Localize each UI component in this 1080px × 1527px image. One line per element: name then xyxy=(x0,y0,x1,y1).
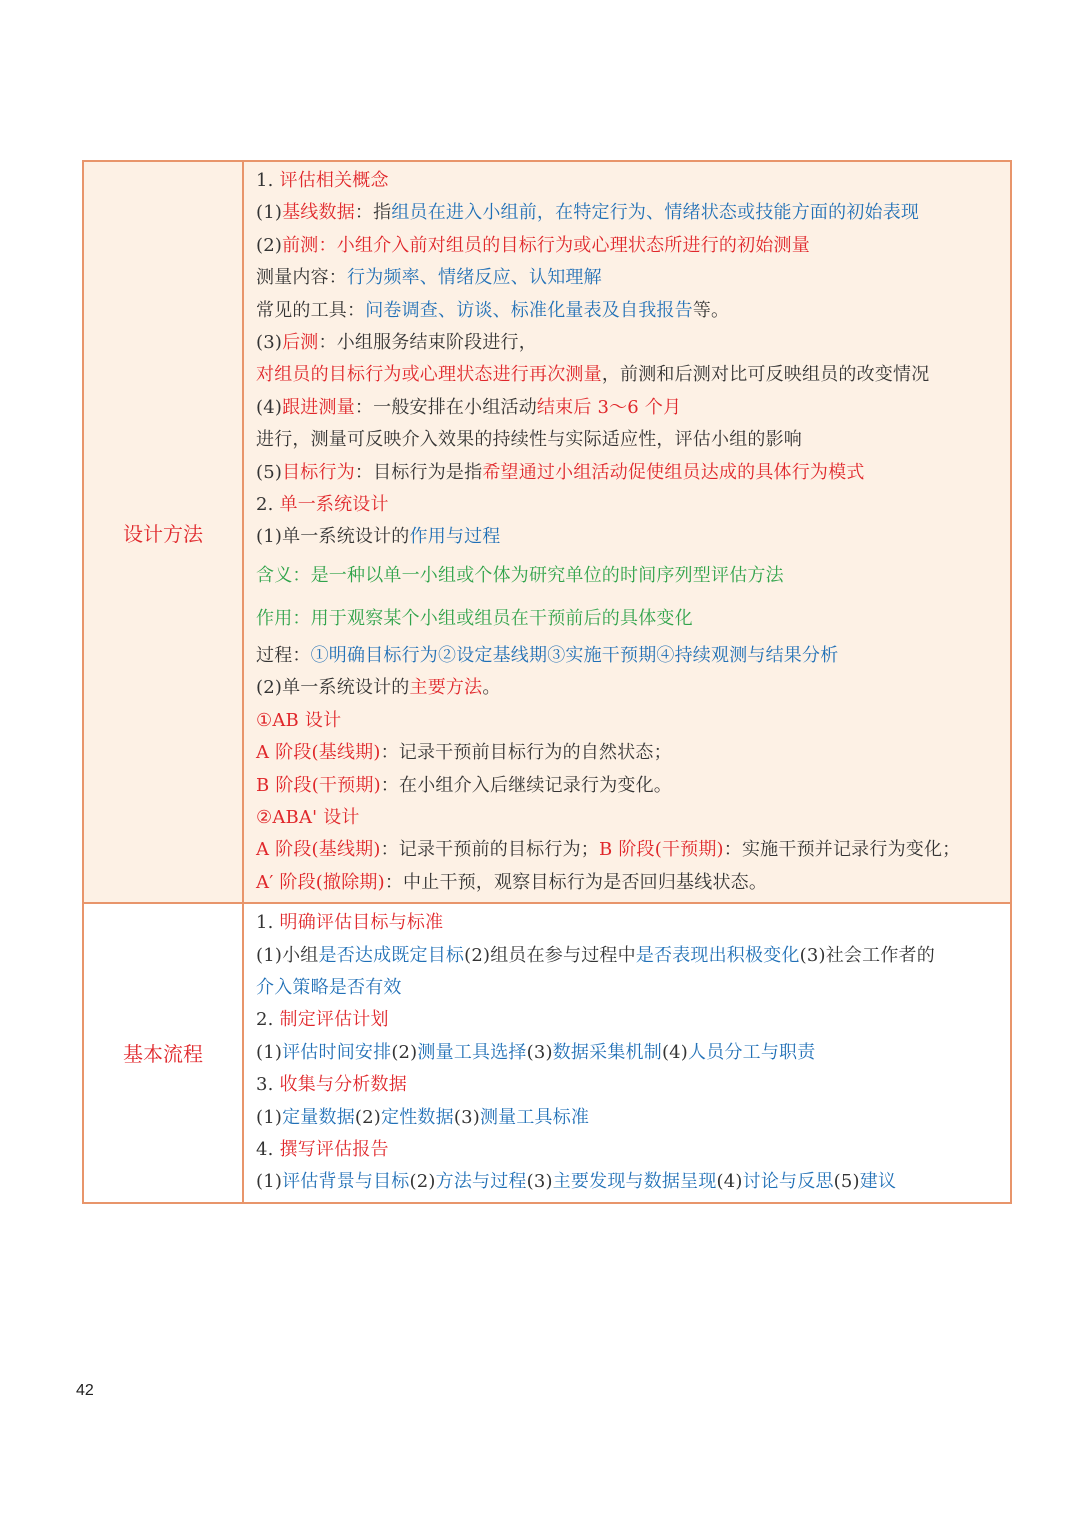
content-line xyxy=(256,197,1000,229)
content-line xyxy=(256,907,1000,939)
row-label: 基本流程 xyxy=(83,903,243,1203)
text-run: ②ABA' 设计 xyxy=(256,806,360,828)
text-run: 问卷调查、访谈、标准化量表及自我报告 xyxy=(365,299,693,321)
text-run: ①AB 设计 xyxy=(256,709,342,731)
text-run: (1)小组 xyxy=(256,944,319,966)
text-run: 等。 xyxy=(692,299,730,321)
content-line xyxy=(256,940,1000,1005)
text-run: 人员分工与职责 xyxy=(688,1041,816,1063)
text-run: 单一系统设计 xyxy=(279,494,389,516)
text-run: (3) xyxy=(256,332,283,354)
text-run: 对组员的目标行为或心理状态进行再次测量 xyxy=(256,364,602,386)
text-run: (4) xyxy=(661,1041,689,1063)
text-run: 主要发现与数据呈现 xyxy=(552,1171,717,1193)
text-run: 含义：是一种以单一小组或个体为研究单位的时间序列型评估方法 xyxy=(256,564,784,586)
text-run: 评估时间安排 xyxy=(282,1041,392,1063)
content-line xyxy=(256,1037,1000,1069)
row-content xyxy=(243,161,1011,903)
text-run: 1. xyxy=(256,912,280,934)
text-run: (1) xyxy=(256,1041,283,1063)
text-run: (1) xyxy=(256,202,283,224)
content-line xyxy=(256,295,1000,327)
text-run: 基线数据 xyxy=(282,202,355,224)
content-line xyxy=(256,230,1000,262)
text-run: 方法与过程 xyxy=(435,1171,527,1193)
text-run: ：记录干预前目标行为的自然状态； xyxy=(380,742,672,764)
content-line xyxy=(256,1102,1000,1134)
text-run: 测量工具选择 xyxy=(417,1041,527,1063)
text-run: 2. xyxy=(256,494,280,516)
text-run: 介入策略是否有效 xyxy=(256,976,402,998)
text-run: (3) xyxy=(526,1171,553,1193)
content-line xyxy=(256,489,1000,521)
text-run: ：实施干预并记录行为变化； xyxy=(723,839,961,861)
text-run: B 阶段(干预期) xyxy=(256,774,381,796)
text-run: 评估相关概念 xyxy=(279,170,389,191)
text-run: (3) xyxy=(453,1106,480,1128)
text-run: 主要方法 xyxy=(409,677,483,699)
content-line xyxy=(256,672,1000,704)
text-run: 行为频率、情绪反应、认知理解 xyxy=(347,267,602,289)
text-run: 是否达成既定目标 xyxy=(318,944,465,966)
text-run: 进行，测量可反映介入效果的持续性与实际适应性，评估小组的影响 xyxy=(256,429,802,451)
text-run: (4) xyxy=(256,396,283,418)
text-run: 2. xyxy=(256,1009,280,1031)
text-run: A 阶段(基线期) xyxy=(256,839,381,861)
content-line xyxy=(256,802,1000,834)
page-number: 42 xyxy=(76,1382,94,1399)
text-run: (1)单一系统设计的 xyxy=(256,526,410,548)
text-run: B 阶段(干预期) xyxy=(598,839,724,861)
text-run: 目标行为 xyxy=(282,461,355,483)
content-line xyxy=(256,327,1000,392)
text-run: 作用与过程 xyxy=(409,526,501,548)
text-run: 跟进测量 xyxy=(282,396,355,418)
content-line xyxy=(256,1134,1000,1166)
text-run: ：目标行为是指 xyxy=(354,461,483,483)
content-line xyxy=(256,554,1000,597)
content-line xyxy=(256,165,1000,197)
text-run: 测量工具标准 xyxy=(479,1106,590,1128)
text-run: (2) xyxy=(354,1106,382,1128)
text-run: 数据采集机制 xyxy=(552,1041,662,1063)
row-content xyxy=(243,903,1011,1203)
text-run: A 阶段(基线期) xyxy=(256,742,381,764)
text-run: (3)社会工作者的 xyxy=(799,944,935,966)
text-run: 后测 xyxy=(282,332,319,354)
text-run: ：在小组介入后继续记录行为变化。 xyxy=(380,774,672,796)
content-line xyxy=(256,521,1000,553)
text-run: 测量内容： xyxy=(256,267,347,289)
text-run: 制定评估计划 xyxy=(279,1009,389,1031)
text-run: 明确评估目标与标准 xyxy=(279,912,444,934)
text-run: 作用：用于观察某个小组或组员在干预前后的具体变化 xyxy=(256,607,693,629)
text-run: (5) xyxy=(833,1171,860,1193)
table-row-design-method xyxy=(83,161,1011,903)
row-label: 设计方法 xyxy=(83,161,243,903)
content-line xyxy=(256,597,1000,640)
text-run: 3. xyxy=(256,1074,280,1096)
text-run: (5) xyxy=(256,461,283,483)
notes-table xyxy=(82,160,1012,1204)
text-run: 撰写评估报告 xyxy=(279,1138,389,1160)
text-run: (2) xyxy=(391,1041,418,1063)
text-run: (4) xyxy=(716,1171,743,1193)
text-run: 前测：小组介入前对组员的目标行为或心理状态所进行的初始测量 xyxy=(282,234,810,256)
table-row-basic-process xyxy=(83,903,1011,1203)
content-line xyxy=(256,640,1000,672)
content-line xyxy=(256,1166,1000,1198)
content-line xyxy=(256,392,1000,457)
text-run: 建议 xyxy=(859,1171,897,1193)
text-run: ：记录干预前的目标行为； xyxy=(380,839,599,861)
text-run: (3) xyxy=(526,1041,553,1063)
content-line xyxy=(256,705,1000,737)
text-run: 结束后 3～6 个月 xyxy=(536,396,682,418)
text-run: 常见的工具： xyxy=(256,299,366,321)
text-run: 定性数据 xyxy=(381,1106,454,1128)
text-run: 组员在进入小组前，在特定行为、情绪状态或技能方面的初始表现 xyxy=(391,202,920,224)
text-run: (2)组员在参与过程中 xyxy=(464,944,636,966)
text-run: ：中止干预，观察目标行为是否回归基线状态。 xyxy=(384,871,768,893)
text-run: 4. xyxy=(256,1138,280,1160)
content-line xyxy=(256,262,1000,294)
text-run: ：小组服务结束阶段进行， xyxy=(318,332,537,354)
text-run: ①明确目标行为②设定基线期③实施干预期④持续观测与结果分析 xyxy=(310,644,839,666)
text-run: 收集与分析数据 xyxy=(279,1074,407,1096)
text-run: (2)单一系统设计的 xyxy=(256,677,410,699)
text-run: 1. xyxy=(256,170,280,191)
text-run: (2) xyxy=(409,1171,436,1193)
text-run: (1) xyxy=(256,1106,283,1128)
text-run: 过程： xyxy=(256,644,311,666)
text-run: 讨论与反思 xyxy=(742,1171,834,1193)
content-line xyxy=(256,1004,1000,1036)
text-run: 希望通过小组活动促使组员达成的具体行为模式 xyxy=(482,461,865,483)
text-run: 。 xyxy=(482,677,501,699)
text-run: ：一般安排在小组活动 xyxy=(354,396,537,418)
content-line xyxy=(256,1069,1000,1101)
text-run: (1) xyxy=(256,1171,283,1193)
text-run: A′ 阶段(撤除期) xyxy=(256,871,385,893)
text-run: 是否表现出积极变化 xyxy=(635,944,800,966)
content-line xyxy=(256,834,1000,899)
text-run: 评估背景与目标 xyxy=(282,1171,410,1193)
content-line xyxy=(256,737,1000,802)
text-run: 定量数据 xyxy=(282,1106,355,1128)
text-run: ：指 xyxy=(354,202,392,224)
text-run: ，前测和后测对比可反映组员的改变情况 xyxy=(601,364,930,386)
text-run: (2) xyxy=(256,234,283,256)
content-line xyxy=(256,457,1000,489)
